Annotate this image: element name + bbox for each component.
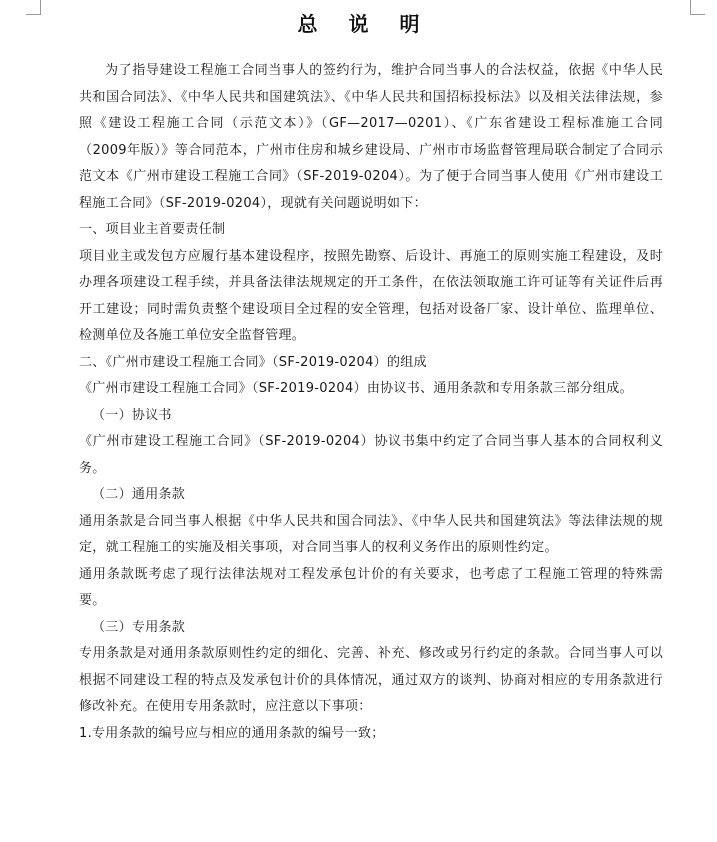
intro-paragraph: 为了指导建设工程施工合同当事人的签约行为，维护合同当事人的合法权益，依据《中华人民共和国合同法》、《中华人民共和国建筑法》、《中华人民共和国招标投标法》以及相关法律法规，参照《建设工程施工合同（示范文本）》（GF—2017—0201）、《广东省建设工程标准施工合同（2009年版）》等合同范本，广州市住房和城乡建设局、广州市市场监督管理局联合制定了合同示范文本《广州市建设工程施工合同》（SF-2019-0204）。为了便于合同当事人使用《广州市建设工程施工合同》（SF-2019-0204），现就有关问题说明如下： (79, 63, 663, 211)
document-title: 总 说 明 (297, 12, 432, 36)
section-1-paragraph: 项目业主或发包方应履行基本建设程序，按照先勘察、后设计、再施工的原则实施工程建设，及时办理各项建设工程手续，并具备法律法规规定的开工条件，在依法领取施工许可证等有关证件后再开工建设；同时需负责整个建设项目全过程的安全管理，包括对设备厂家、设计单位、监理单位、检测单位及各施工单位安全监督管理。 (79, 248, 663, 343)
document-body (79, 58, 663, 747)
agreement-paragraph: 《广州市建设工程施工合同》（SF-2019-0204）协议书集中约定了合同当事人基本的合同权利义务。 (79, 434, 663, 476)
special-terms-item-1: 1.专用条款的编号应与相应的通用条款的编号一致； (79, 725, 385, 741)
section-heading-1: 一、项目业主首要责任制 (79, 222, 226, 237)
general-terms-paragraph-1: 通用条款是合同当事人根据《中华人民共和国合同法》、《中华人民共和国建筑法》等法律法规的规定，就工程施工的实施及相关事项，对合同当事人的权利义务作出的原则性约定。 (79, 513, 663, 555)
subsection-heading-agreement: （一）协议书 (92, 407, 172, 423)
special-terms-paragraph: 专用条款是对通用条款原则性约定的细化、完善、补充、修改或另行约定的条款。合同当事人可以根据不同建设工程的特点及发承包计价的具体情况，通过双方的谈判、协商对相应的专用条款进行修改补充。在使用专用条款时，应注意以下事项： (79, 646, 663, 714)
section-heading-2: 二、《广州市建设工程施工合同》（SF-2019-0204）的组成 (79, 354, 427, 370)
subsection-heading-general-terms: （二）通用条款 (92, 487, 186, 502)
subsection-heading-special-terms: （三）专用条款 (92, 619, 186, 635)
section-2-paragraph: 《广州市建设工程施工合同》（SF-2019-0204）由协议书、通用条款和专用条款三部分组成。 (79, 381, 633, 396)
general-terms-paragraph-2: 通用条款既考虑了现行法律法规对工程发承包计价的有关要求，也考虑了工程施工管理的特殊需要。 (79, 566, 663, 608)
